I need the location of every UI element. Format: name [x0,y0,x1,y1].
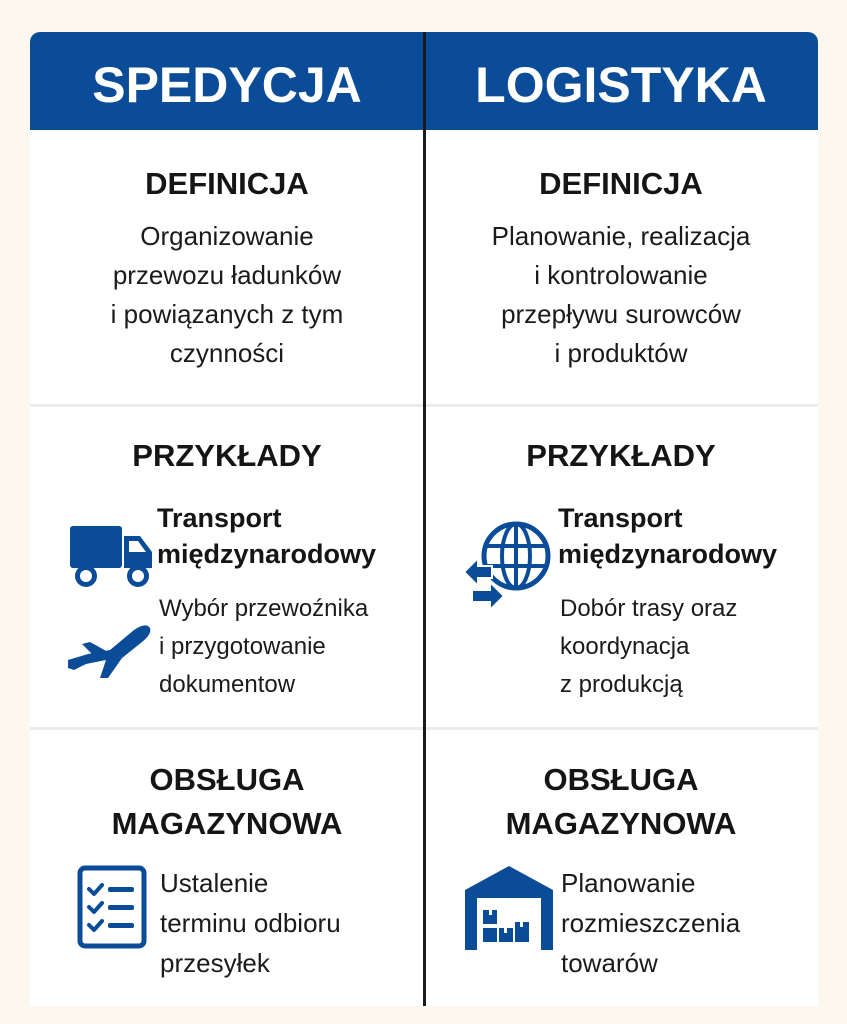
column-divider [423,32,426,1006]
right-warehouse-title: OBSŁUGA MAGAZYNOWA [505,762,737,841]
left-example-1-title: Transport międzynarodowy [157,503,377,569]
right-separator-2 [426,727,818,730]
left-definition-title: DEFINICJA [145,166,309,201]
left-example-2-text: Wybór przewoźnika i przygotowanie dokumentow [159,595,369,698]
left-definition-text: Organizowanie przewozu ładunków i powiązanych z tym czynności [110,221,344,368]
right-examples-title: PRZYKŁADY [526,438,716,473]
left-header-title: SPEDYCJA [92,57,362,113]
right-definition-title: DEFINICJA [539,166,703,201]
right-example-1-title: Transport międzynarodowy [558,503,778,569]
left-separator-1 [30,404,423,407]
comparison-board [30,32,818,1006]
left-warehouse-text: Ustalenie terminu odbioru przesyłek [160,868,341,978]
right-definition-text: Planowanie, realizacja i kontrolowanie przepływu surowców i produktów [491,221,751,368]
right-header-title: LOGISTYKA [475,57,767,113]
left-warehouse-title: OBSŁUGA MAGAZYNOWA [111,762,343,841]
left-separator-2 [30,727,423,730]
globe-arrows-icon [462,516,554,612]
checklist-icon [77,865,147,949]
right-warehouse-text: Planowanie rozmieszczenia towarów [561,868,741,978]
warehouse-icon [463,864,555,952]
left-examples-title: PRZYKŁADY [132,438,322,473]
truck-icon [68,524,156,590]
airplane-icon [64,620,154,682]
right-example-2-text: Dobór trasy oraz koordynacja z produkcją [560,595,738,698]
right-separator-1 [426,404,818,407]
